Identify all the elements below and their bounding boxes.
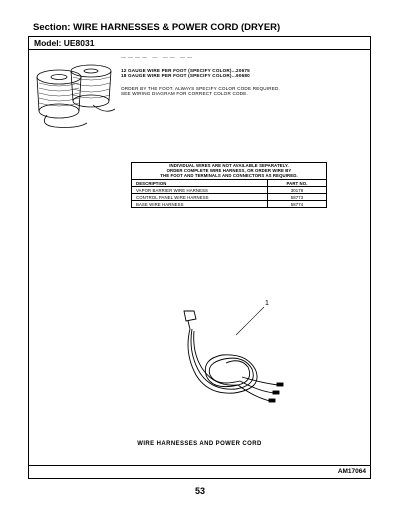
notice-line-1: INDIVIDUAL WIRES ARE NOT AVAILABLE SEPARATELY. bbox=[169, 163, 289, 168]
parts-notice bbox=[132, 163, 326, 180]
wire-12-gauge-line: 12 GAUGE WIRE PER FOOT (SPECIFY COLOR)...20675 bbox=[121, 68, 250, 73]
section-title: Section: WIRE HARNESSES & POWER CORD (DRYER) bbox=[33, 22, 281, 33]
part-number: 58773 bbox=[290, 194, 304, 200]
part-description: CONTROL PANEL WIRE HARNESS bbox=[132, 194, 268, 200]
table-row bbox=[132, 201, 326, 207]
table-row bbox=[132, 187, 326, 194]
order-note-line-2: SEE WIRING DIAGRAM FOR CORRECT COLOR CODE. bbox=[121, 91, 248, 97]
power-cord-illustration bbox=[174, 305, 294, 415]
order-note bbox=[121, 86, 280, 97]
part-no-header: PART NO. bbox=[286, 180, 308, 186]
footer-bar bbox=[29, 465, 370, 478]
parts-page-frame bbox=[28, 36, 371, 479]
wire-gauge-list bbox=[121, 68, 250, 79]
wire-spools-illustration bbox=[33, 57, 117, 133]
document-code: AM17064 bbox=[337, 468, 366, 475]
part-description: BASE WIRE HARNESS bbox=[132, 201, 268, 207]
parts-table-header bbox=[132, 180, 326, 187]
table-row bbox=[132, 194, 326, 201]
callout-number: 1 bbox=[265, 300, 269, 307]
page-number: 53 bbox=[194, 486, 205, 496]
part-description: VAPOR BARRIER WIRE HARNESS bbox=[132, 187, 268, 193]
parts-table bbox=[131, 162, 327, 208]
description-header: DESCRIPTION bbox=[132, 180, 268, 186]
notice-line-2: ORDER COMPLETE WIRE HARNESS, OR ORDER WIRE BY bbox=[166, 167, 292, 173]
wire-18-gauge-line: 18 GAUGE WIRE PER FOOT (SPECIFY COLOR)...90680 bbox=[121, 73, 250, 79]
part-number: 30178 bbox=[290, 187, 304, 193]
figure-caption: WIRE HARNESSES AND POWER CORD bbox=[137, 441, 262, 447]
order-note-line-1: ORDER BY THE FOOT. ALWAYS SPECIFY COLOR CODE REQUIRED. bbox=[121, 86, 281, 91]
scrap-text: ———— — —— —— bbox=[121, 55, 195, 61]
model-label: Model: UE8031 bbox=[29, 37, 370, 50]
notice-line-3: THE FOOT AND TERMINALS AND CONNECTORS AS REQUIRED. bbox=[160, 172, 298, 178]
part-number: 58774 bbox=[290, 201, 304, 207]
